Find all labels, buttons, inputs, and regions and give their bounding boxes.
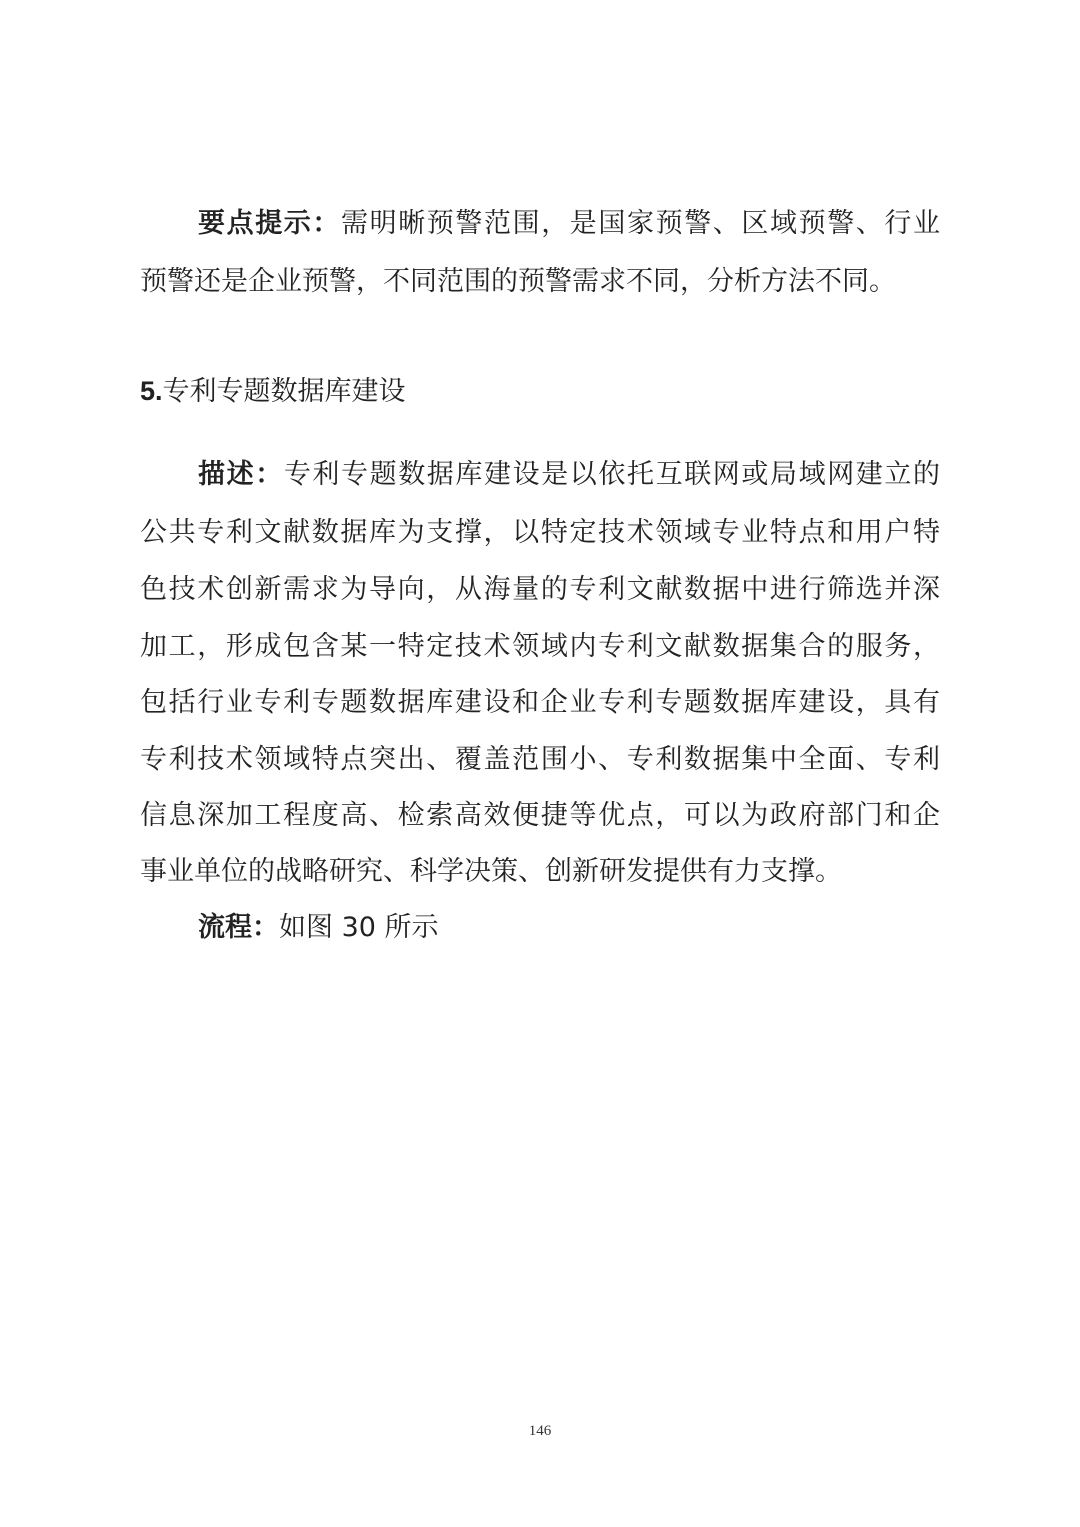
description-line-7: 信息深加工程度高、检索高效便捷等优点，可以为政府部门和企: [140, 800, 940, 831]
description-line-2: 公共专利文献数据库为支撑，以特定技术领域专业特点和用户特: [140, 517, 940, 548]
description-line-6: 专利技术领域特点突出、覆盖范围小、专利数据集中全面、专利: [140, 744, 940, 775]
tip-line-1: [198, 204, 940, 244]
flow-line: [198, 908, 940, 948]
tip-text-1: 需明晰预警范围，是国家预警、区域预警、行业: [341, 208, 940, 239]
description-label: 描述：: [198, 459, 284, 490]
tip-line-2: 预警还是企业预警，不同范围的预警需求不同，分析方法不同。: [140, 266, 896, 297]
section-number: 5.: [140, 376, 163, 406]
description-line-1: [198, 455, 940, 495]
section-title: 专利专题数据库建设: [162, 376, 406, 407]
description-line-4: 加工，形成包含某一特定技术领域内专利文献数据集合的服务，: [140, 631, 940, 662]
flow-label: 流程：: [198, 912, 279, 943]
page-number: 146: [528, 1423, 552, 1439]
description-line-8: 事业单位的战略研究、科学决策、创新研发提供有力支撑。: [140, 856, 842, 887]
description-line-3: 色技术创新需求为导向，从海量的专利文献数据中进行筛选并深: [140, 574, 940, 605]
description-text-1: 专利专题数据库建设是以依托互联网或局域网建立的: [283, 459, 941, 490]
section-heading: [140, 371, 406, 412]
description-line-5: 包括行业专利专题数据库建设和企业专利专题数据库建设，具有: [140, 687, 940, 718]
flow-text: 如图 30 所示: [279, 912, 439, 943]
tip-label: 要点提示：: [198, 208, 341, 239]
